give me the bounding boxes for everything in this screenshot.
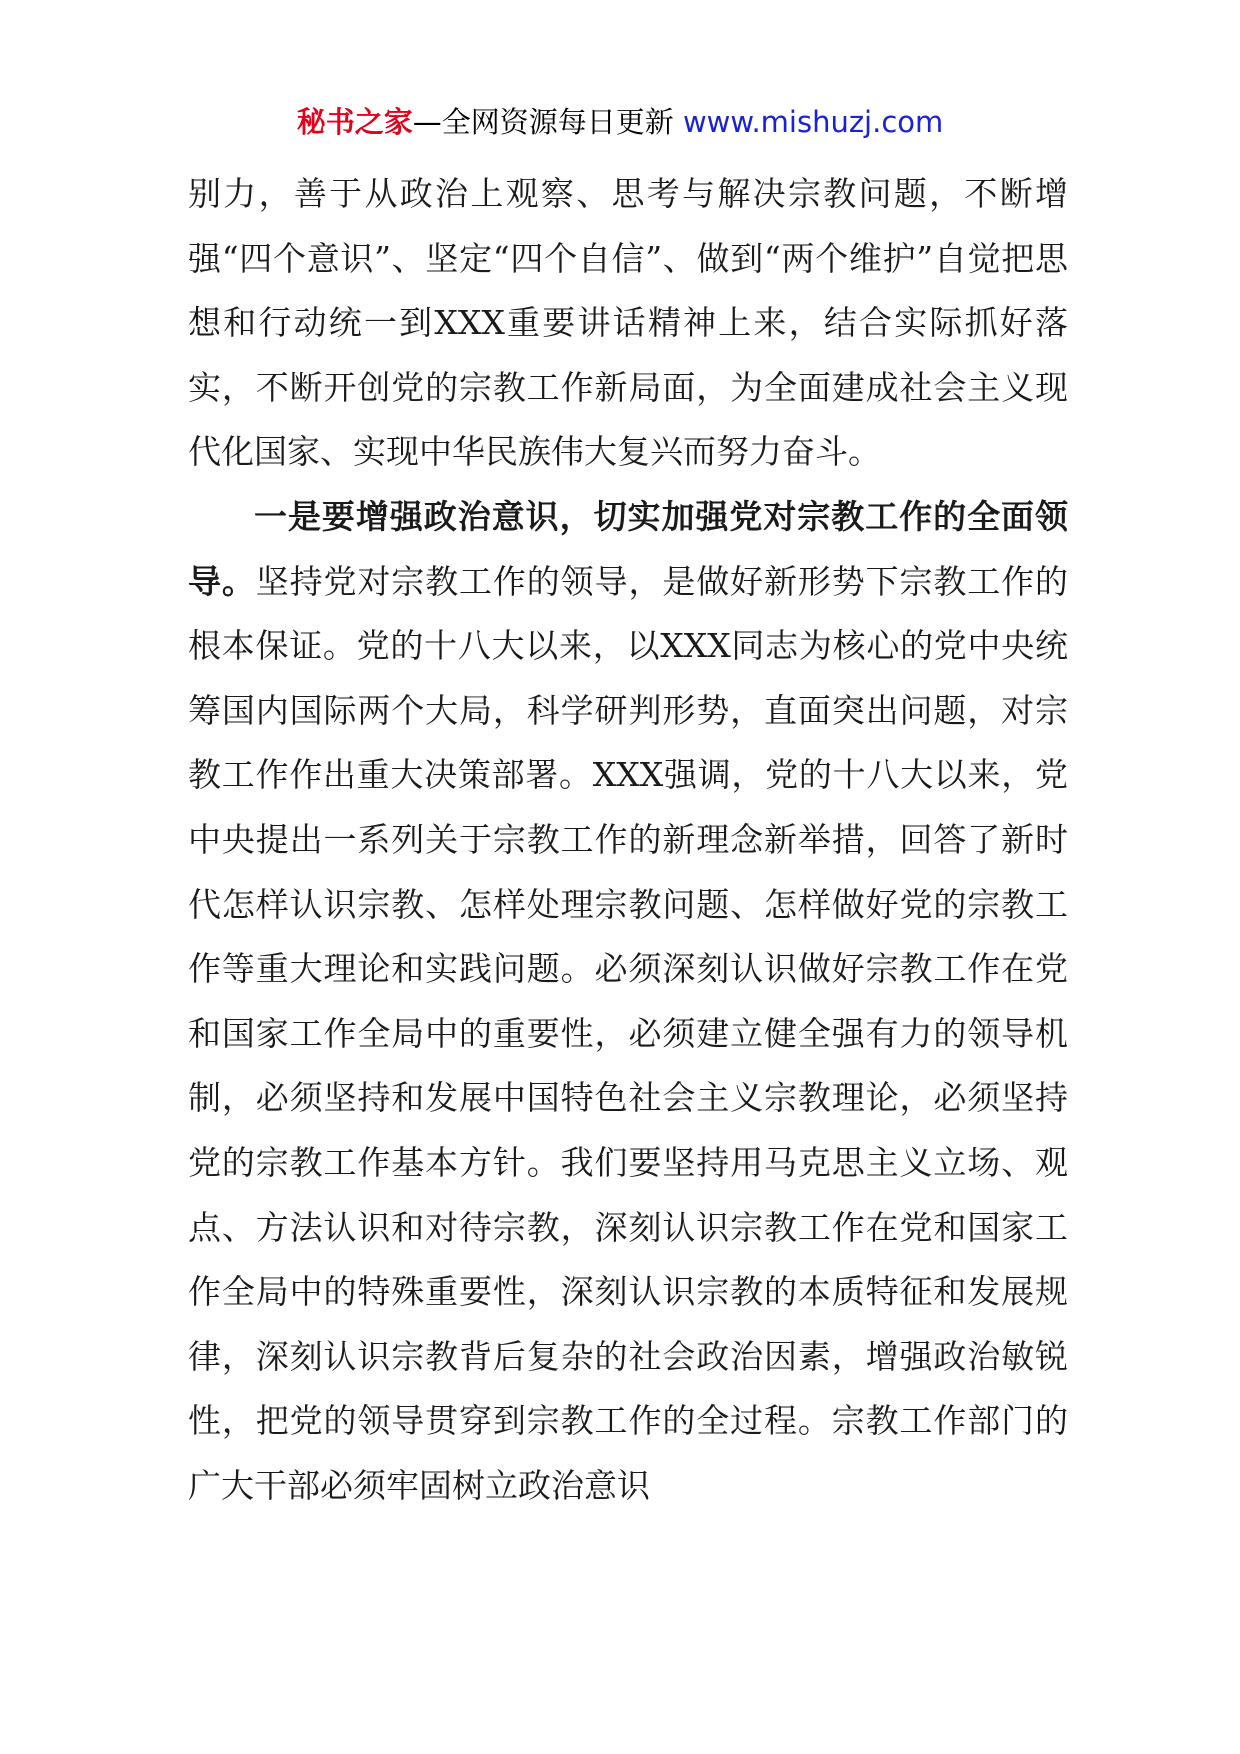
header-tagline: —全网资源每日更新	[412, 105, 683, 139]
header-brand: 秘书之家	[296, 105, 413, 139]
section-one-body: 坚持党对宗教工作的领导，是做好新形势下宗教工作的根本保证。党的十八大以来，以XXX同志为核心的党中央统筹国内国际两个大局，科学研判形势，直面突出问题，对宗教工作作出重大决策部署。XXX强调，党的十八大以来，党中央提出一系列关于宗教工作的新理念新举措，回答了新时代怎样认识宗教、怎样处理宗教问题、怎样做好党的宗教工作等重大理论和实践问题。必须深刻认识做好宗教工作在党和国家工作全局中的重要性，必须建立健全强有力的领导机制，必须坚持和发展中国特色社会主义宗教理论，必须坚持党的宗教工作基本方针。我们要坚持用马克思主义立场、观点、方法认识和对待宗教，深刻认识宗教工作在党和国家工作全局中的特殊重要性，深刻认识宗教的本质特征和发展规律，深刻认识宗教背后复杂的社会政治因素，增强政治敏锐性，把党的领导贯穿到宗教工作的全过程。宗教工作部门的广大干部必须牢固树立政治意识	[188, 561, 1069, 1505]
paragraph-continuation: 别力，善于从政治上观察、思考与解决宗教问题，不断增强“四个意识”、坚定“四个自信”、做到“两个维护”自觉把思想和行动统一到XXX重要讲话精神上来，结合实际抓好落实，不断开创党的宗教工作新局面，为全面建成社会主义现代化国家、实现中华民族伟大复兴而努力奋斗。	[188, 174, 1068, 472]
paragraph-section-one	[188, 485, 1068, 1519]
section-one-heading: 一是要增强政治意识，切实加强党对宗教工作的全面领导。	[188, 496, 1068, 601]
header-url-link[interactable]: www.mishuzj.com	[682, 105, 944, 139]
page-header	[0, 100, 1240, 144]
document-body	[188, 162, 1068, 1518]
